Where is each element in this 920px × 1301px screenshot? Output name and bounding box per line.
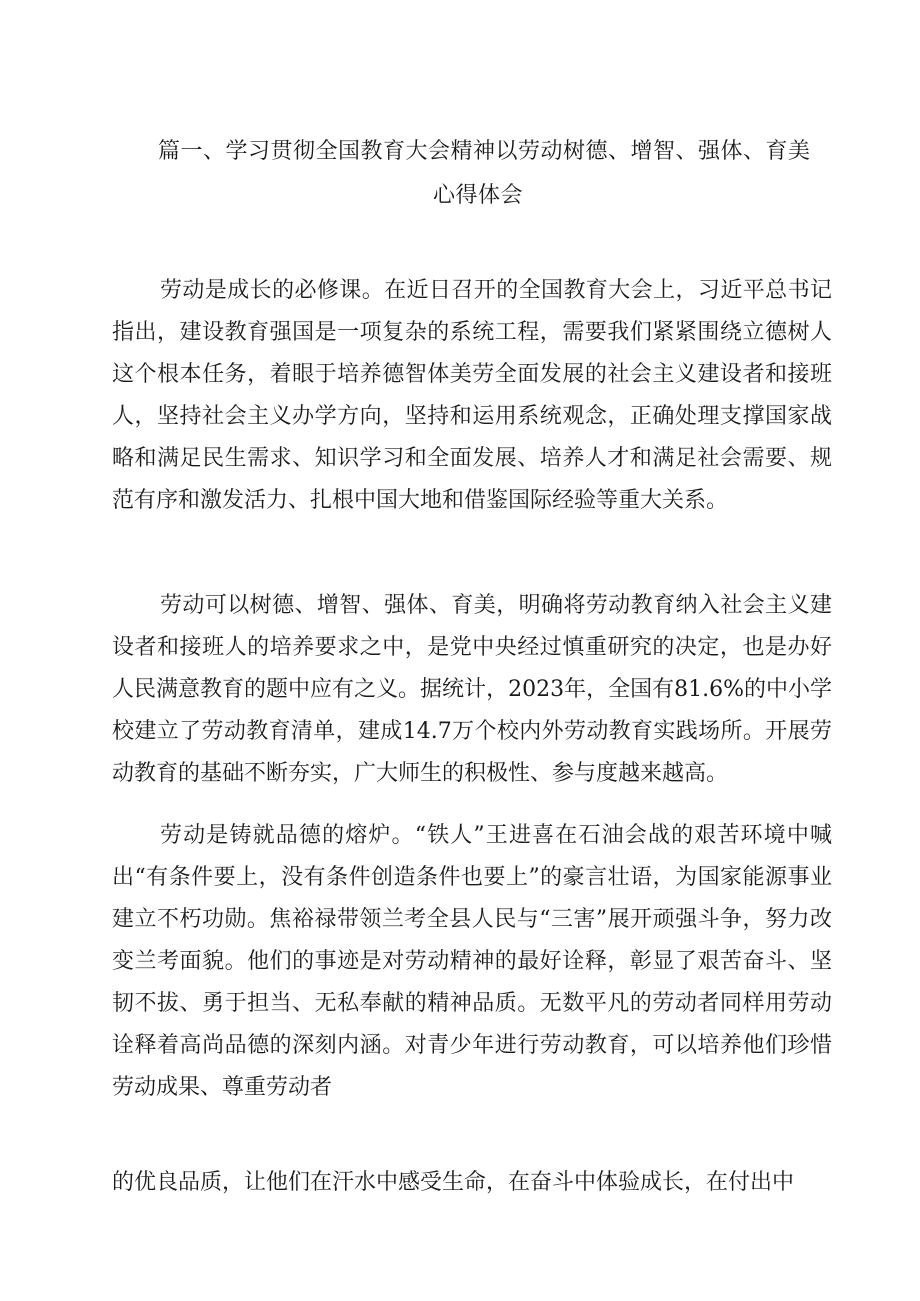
title-line-2: 心得体会	[432, 183, 523, 208]
document-title	[158, 130, 848, 218]
paragraph-4: 的优良品质，让他们在汗水中感受生命，在奋斗中体验成长，在付出中	[112, 1170, 795, 1195]
paragraph-1: 劳动是成长的必修课。在近日召开的全国教育大会上，习近平总书记指出，建设教育强国是一项复杂的系统工程，需要我们紧紧围绕立德树人这个根本任务，着眼于培养德智体美劳全面发展的社会主义建设者和接班人，坚持社会主义办学方向，坚持和运用系统观念，正确处理支撑国家战略和满足民生需求、知识学习和全面发展、培养人才和满足社会需要、规范有序和激发活力、扎根中国大地和借鉴国际经验等重大关系。	[112, 278, 832, 513]
paragraph-3: 劳动是铸就品德的熔炉。“铁人”王进喜在石油会战的艰苦环境中喊出“有条件要上，没有条件创造条件也要上”的豪言壮语，为国家能源事业建立不朽功勋。焦裕禄带领兰考全县人民与“三害”展开顽强斗争，努力改变兰考面貌。他们的事迹是对劳动精神的最好诠释，彰显了艰苦奋斗、坚韧不拔、勇于担当、无私奉献的精神品质。无数平凡的劳动者同样用劳动诠释着高尚品德的深刻内涵。对青少年进行劳动教育，可以培养他们珍惜劳动成果、尊重劳动者	[112, 823, 832, 1100]
title-line-1: 篇一、学习贯彻全国教育大会精神以劳动树德、增智、强体、育美	[158, 139, 811, 164]
paragraph-2: 劳动可以树德、增智、强体、育美，明确将劳动教育纳入社会主义建设者和接班人的培养要求之中，是党中央经过慎重研究的决定，也是办好人民满意教育的题中应有之义。据统计，2023年，全国有81.6%的中小学校建立了劳动教育清单，建成14.7万个校内外劳动教育实践场所。开展劳动教育的基础不断夯实，广大师生的积极性、参与度越来越高。	[112, 593, 832, 786]
